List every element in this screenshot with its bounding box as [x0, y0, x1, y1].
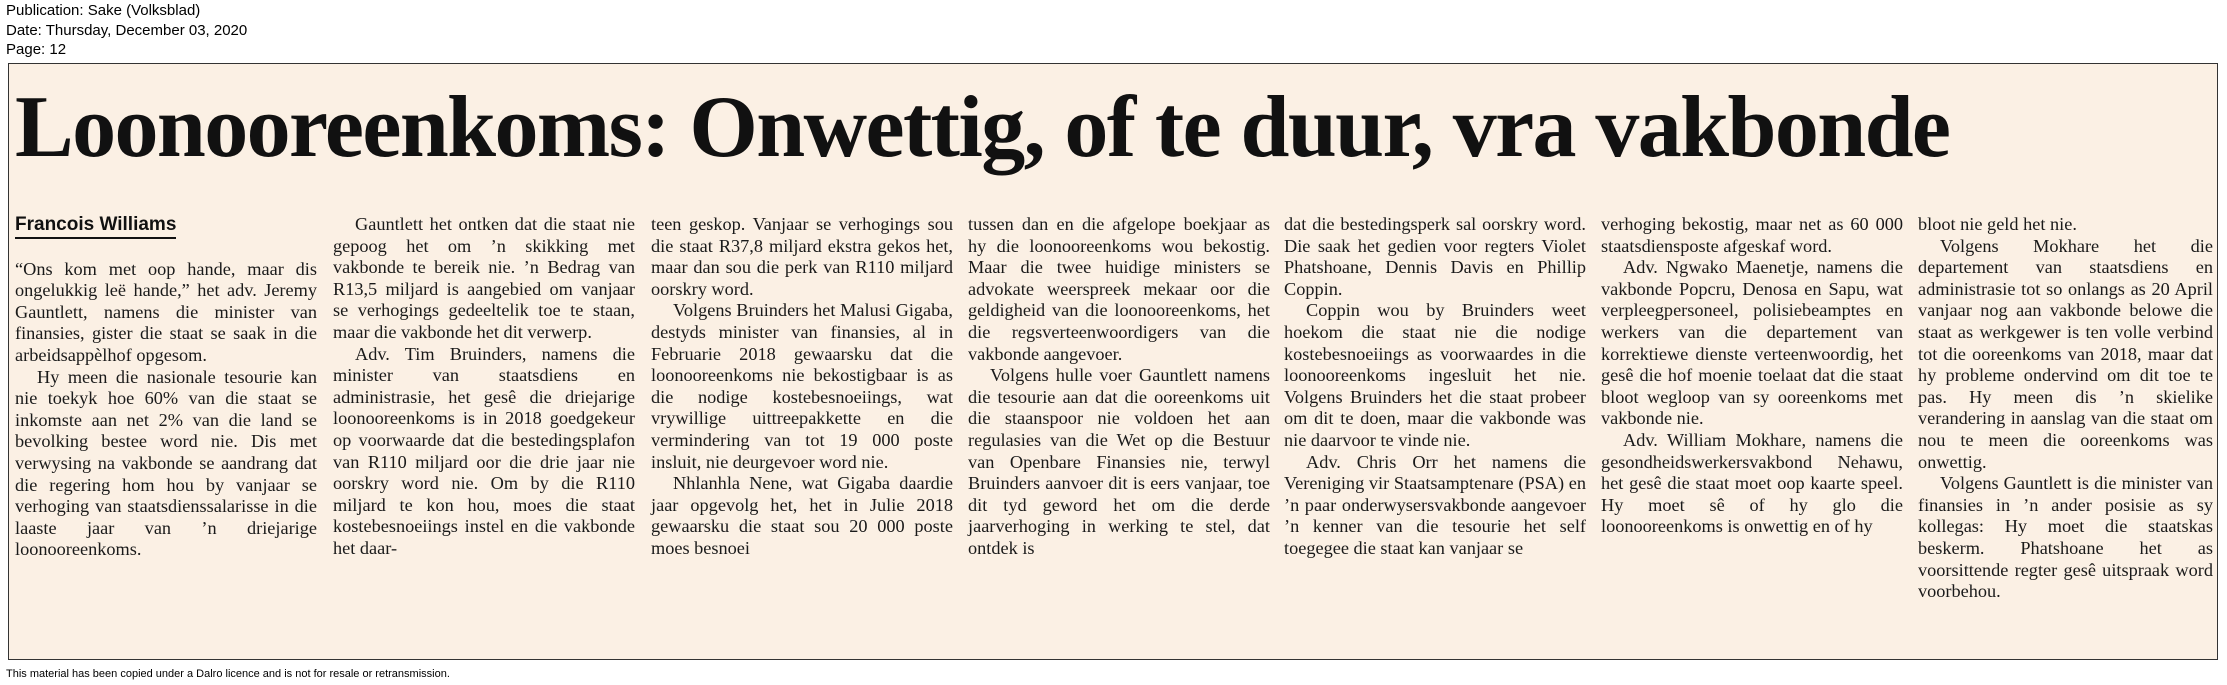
paragraph: Adv. Tim Bruinders, namens die minister van staatsdiens en administrasie, het gesê die driejarige loonooreenkoms is in 2018 goedgekeur op voorwaarde dat die bestedingsplafon van R110 miljard oor die drie jaar nie oorskry word nie. Om by die R110 miljard te kon hou, moes die staat kostebesnoeiings instel en die vakbonde het daar-: [333, 343, 635, 558]
date-label: Date: Thursday, December 03, 2020: [6, 21, 248, 39]
article-headline: Loonooreenkoms: Onwettig, of te duur, vra vakbonde: [15, 79, 1950, 176]
paragraph: tussen dan en die afgelope boekjaar as hy die loonooreenkoms wou bekostig. Maar die twee huidige ministers se advokate weerspreek mekaar oor die geldigheid van die loonooreenkoms, het die regsverteenwoordigers van die vakbonde aangevoer.: [968, 214, 1270, 364]
paragraph: Volgens hulle voer Gauntlett namens die tesourie aan dat die ooreenkoms uit die staanspoor nie voldoen het aan regulasies van die Wet op die Bestuur van Openbare Finansies nie, terwyl Bruinders aanvoer dit is eers vanjaar, toe dit tyd geword het om die derde jaarverhoging in werking te stel, dat ontdek is: [968, 365, 1270, 558]
paragraph: teen geskop. Vanjaar se verhogings sou die staat R37,8 miljard ekstra gekos het, maar dan sou die perk van R110 miljard oorskry word.: [651, 214, 953, 299]
paragraph: Nhlanhla Nene, wat Gigaba daardie jaar opgevolg het, het in Julie 2018 gewaarsku die staat sou 20 000 poste moes besnoei: [651, 473, 953, 558]
licence-notice: This material has been copied under a Dalro licence and is not for resale or retransmission.: [6, 668, 450, 680]
article-column-2: [333, 214, 635, 560]
clipping-metadata: [6, 1, 247, 60]
page-label: Page: 12: [6, 41, 67, 58]
paragraph: Adv. Ngwako Maenetje, namens die vakbonde Popcru, Denosa en Sapu, wat verpleegpersoneel, polisiebeamptes en werkers van die departement van korrektiewe dienste verteenwoordig, het gesê die hof moenie toelaat dat die staat bloot wegloop van sy ooreenkoms met vakbonde nie.: [1601, 257, 1903, 429]
article-column-4: [968, 214, 1270, 560]
paragraph: bloot nie geld het nie.: [1918, 214, 2077, 234]
article-column-3: [651, 214, 953, 560]
article-clipping: [8, 63, 2218, 660]
paragraph: Hy meen die nasionale tesourie kan nie toekyk hoe 60% van die staat se inkomste aan net 2% van die land se bevolking bestee word nie. Dis met verwysing na vakbonde se aandrang dat die regering hom hou by vanjaar se verhoging van staatsdienssalarisse in die laaste jaar van ’n driejarige loonooreenkoms.: [15, 366, 317, 560]
article-column-1: [15, 214, 317, 561]
paragraph: Gauntlett het ontken dat die staat nie gepoog het om ’n skikking met vakbonde te bereik nie. ’n Bedrag van R13,5 miljard is aangebied om vanjaar se verhogings gedeeltelik toe te staan, maar die vakbonde het dit verwerp.: [333, 214, 635, 342]
paragraph: Volgens Gauntlett is die minister van finansies in ’n ander posisie as sy kollegas: Hy moet die staatskas beskerm. Phatshoane het as voorsittende regter gesê uitspraak word voorbehou.: [1918, 473, 2213, 602]
paragraph: “Ons kom met oop hande, maar dis ongelukkig leë hande,” het adv. Jeremy Gauntlett, namens die minister van finansies, gister die staat se saak in die arbeidsappèlhof opgesom.: [15, 258, 317, 365]
paragraph: dat die bestedingsperk sal oorskry word. Die saak het gedien voor regters Violet Phatshoane, Dennis Davis en Phillip Coppin.: [1284, 214, 1586, 299]
paragraph: Adv. Chris Orr het namens die Vereniging vir Staatsamptenare (PSA) en ’n paar onderwysersvakbonde aangevoer ’n kenner van die tesourie het self toegegee die staat kan vanjaar se: [1284, 451, 1586, 558]
article-byline: Francois Williams: [15, 214, 176, 239]
article-column-5: [1284, 214, 1586, 560]
publication-label: Publication: Sake (Volksblad): [6, 2, 201, 19]
paragraph: Volgens Mokhare het die departement van staatsdiens en administrasie tot so onlangs as 20 April vanjaar nog aan vakbonde belowe die staat as werkgewer is ten volle verbind tot die ooreenkoms van 2018, maar dat hy probleme ondervind om dit toe te pas. Hy meen dis ’n skielike verandering in aanslag van die staat om nou te meen die ooreenkoms was onwettig.: [1918, 235, 2213, 472]
article-column-6: [1601, 214, 1903, 538]
article-column-7: [1918, 214, 2213, 603]
paragraph: Coppin wou by Bruinders weet hoekom die staat nie die nodige kostebesnoeiings as voorwaardes in die loonooreenkoms ingesluit het nie. Volgens Bruinders het die staat probeer om dit te doen, maar die vakbonde was nie daarvoor te vinde nie.: [1284, 300, 1586, 450]
paragraph: Volgens Bruinders het Malusi Gigaba, destyds minister van finansies, al in Februarie 2018 gewaarsku dat die loonooreenkoms nie bekostigbaar is as die nodige kostebesnoeiings, wat vrywillige uittreepakkette en die vermindering van tot 19 000 poste insluit, nie deurgevoer word nie.: [651, 300, 953, 472]
paragraph: Adv. William Mokhare, namens die gesondheidswerkersvakbond Nehawu, het gesê die staat moet oop kaarte speel. Hy moet sê of hy glo die loonooreenkoms is onwettig en of hy: [1601, 429, 1903, 537]
paragraph: verhoging bekostig, maar net as 60 000 staatsdiensposte afgeskaf word.: [1601, 214, 1903, 256]
